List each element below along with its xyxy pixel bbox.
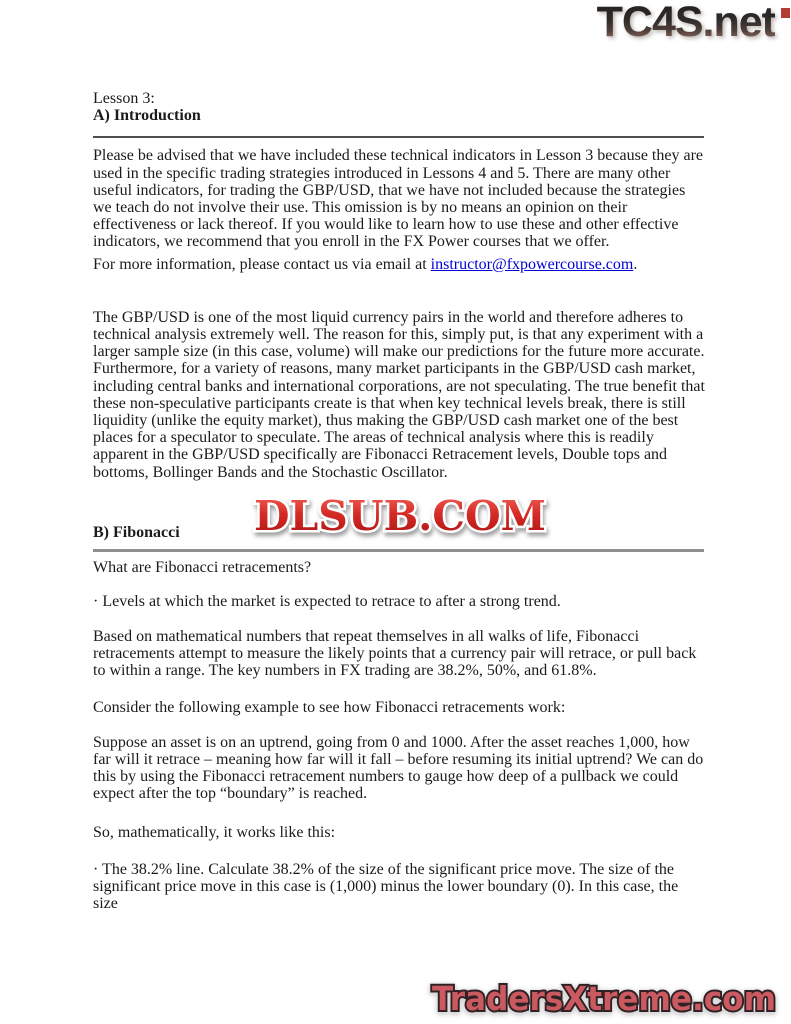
fibonacci-question: What are Fibonacci retracements? bbox=[93, 558, 312, 576]
dlsub-watermark bbox=[250, 489, 550, 543]
so-line: So, mathematically, it works like this: bbox=[93, 823, 336, 841]
based-paragraph: Based on mathematical numbers that repeat themselves in all walks of life, Fibonacci retracements attempt to measure the likely points that a currency pair will retrace, or pull back to within a range. The key numbers in FX trading are 38.2%, 50%, and 61.8%. bbox=[93, 627, 697, 680]
lesson-title: Lesson 3: bbox=[93, 90, 155, 107]
suppose-paragraph: Suppose an asset is on an uptrend, going from 0 and 1000. After the asset reaches 1,000, how far will it retrace – meaning how far will it fall – before resuming its initial uptrend? We can do this by using the Fibonacci retracement numbers to gauge how deep of a pullback we could expect after the top “boundary” is reached. bbox=[93, 733, 704, 803]
intro-paragraph: Please be advised that we have included these technical indicators in Lesson 3 because they are used in the specific trading strategies introduced in Lessons 4 and 5. There are many other useful indicators, for trading the GBP/USD, that we have not included because the strategies we teach do not involve their use. This omission is by no means an opinion on their effectiveness or lack thereof. If you would like to learn how to use these and other effective indicators, we recommend that you enroll in the FX Power courses that we offer. bbox=[93, 147, 703, 251]
section-divider bbox=[93, 136, 704, 138]
tc4s-logo: TC4S.net bbox=[596, 0, 775, 46]
gbpusd-paragraph: The GBP/USD is one of the most liquid currency pairs in the world and therefore adheres to technical analysis extremely well. The reason for this, simply put, is that any experiment with a larger sample size (in this case, volume) will make our predictions for the future more accurate. Furthermore, for a variety of reasons, many market participants in the GBP/USD cash market, including central banks and international corporations, are not speculating. The true benefit that these non-speculative participants create is that when key technical levels break, there is still liquidity (unlike the equity market), thus making the GBP/USD cash market one of the best places for a speculator to speculate. The areas of technical analysis where this is readily apparent in the GBP/USD specifically are Fibonacci Retracement levels, Double tops and bottoms, Bollinger Bands and the Stochastic Oscillator. bbox=[93, 308, 705, 481]
bullet-382-paragraph: · The 38.2% line. Calculate 38.2% of the size of the significant price move. The size of the significant price move in this case is (1,000) minus the lower boundary (0). In this case, the size bbox=[93, 860, 679, 913]
section-divider bbox=[93, 549, 704, 552]
tradersxtreme-logo bbox=[425, 976, 783, 1022]
email-link[interactable]: instructor@fxpowercourse.com bbox=[430, 255, 634, 273]
contact-suffix: . bbox=[633, 255, 638, 273]
contact-line bbox=[93, 256, 705, 273]
contact-prefix: For more information, please contact us via email at bbox=[93, 255, 431, 273]
tradersxtreme-logo-text: TradersXtreme.com bbox=[432, 979, 776, 1018]
red-dot-mark bbox=[781, 8, 790, 18]
section-b-heading: B) Fibonacci bbox=[93, 523, 180, 541]
section-a-heading: A) Introduction bbox=[93, 107, 201, 125]
dlsub-watermark-text: DLSUB.COM bbox=[254, 492, 546, 540]
consider-line: Consider the following example to see how Fibonacci retracements work: bbox=[93, 698, 566, 716]
bullet-levels: · Levels at which the market is expected to retrace to after a strong trend. bbox=[93, 592, 561, 610]
document-content bbox=[93, 0, 705, 912]
